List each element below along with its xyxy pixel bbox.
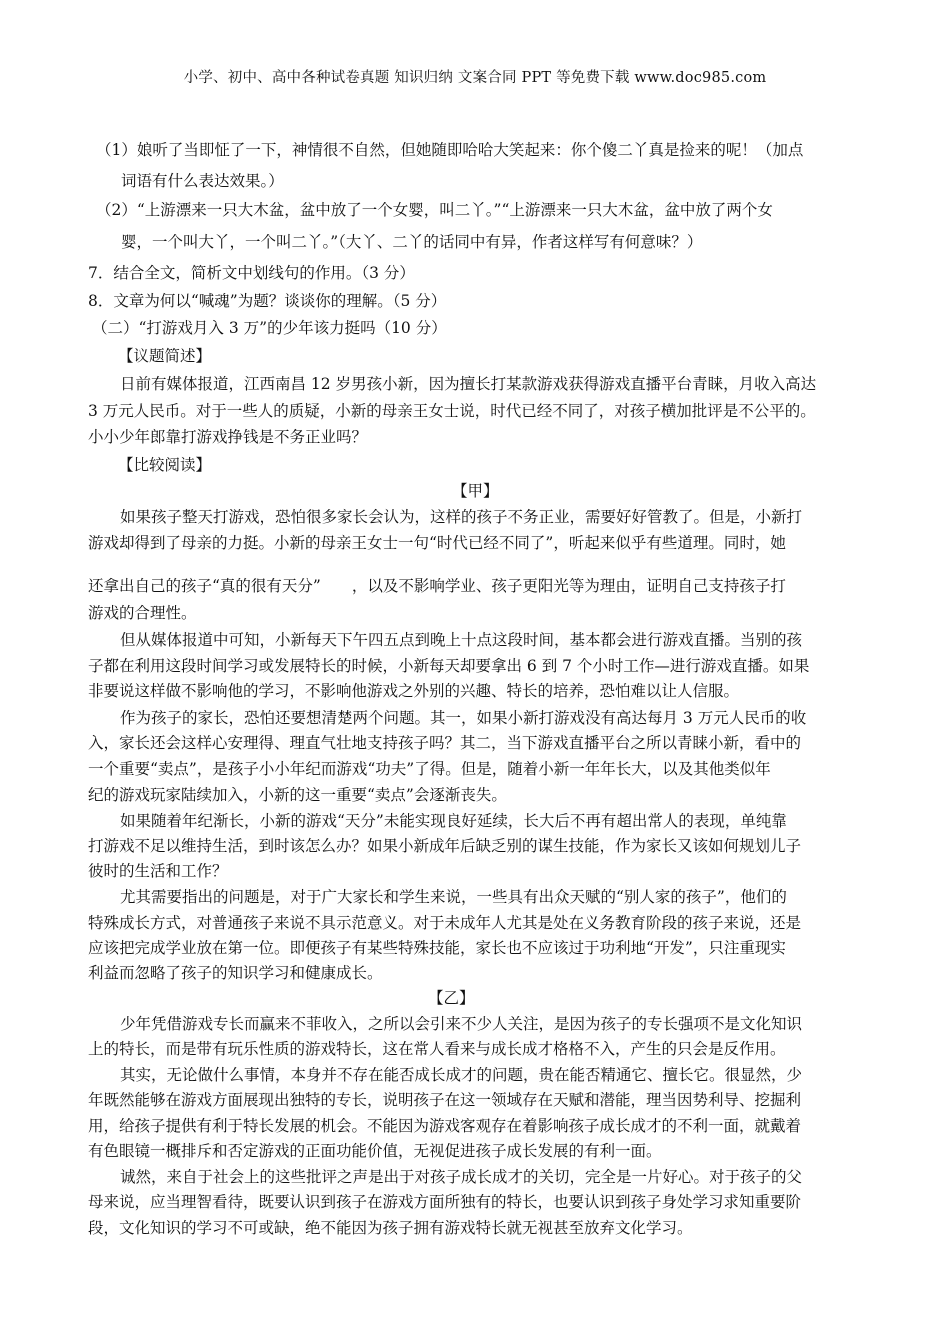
intro-line: 小小少年郎靠打游戏挣钱是不务正业吗？: [88, 428, 368, 446]
yi-line: 母来说，应当理智看待，既要认识到孩子在游戏方面所独有的特长，也要认识到孩子身处学习求知重要阶: [88, 1193, 802, 1211]
jia-line: 如果孩子整天打游戏，恐怕很多家长会认为，这样的孩子不务正业，需要好好管教了。但是，小新打: [120, 508, 803, 526]
q6-part2-line2: 婴，一个叫大丫，一个叫二丫。”（大丫、二丫的话同中有异，作者这样写有何意味？）: [121, 233, 703, 251]
jia-line: 特殊成长方式，对普通孩子来说不具示范意义。对于未成年人尤其是处在义务教育阶段的孩子来说，还是: [88, 914, 802, 932]
jia-line: 彼时的生活和工作？: [88, 862, 228, 880]
yi-line: 用，给孩子提供有利于特长发展的机会。不能因为游戏客观存在着影响孩子成长成才的不利一面，就戴着: [88, 1117, 802, 1135]
jia-line: 打游戏不足以维持生活，到时该怎么办？如果小新成年后缺乏别的谋生技能，作为家长又该如何规划儿子: [88, 837, 802, 855]
jia-line: 子都在利用这段时间学习或发展特长的时候，小新每天却要拿出 6 到 7 个小时工作—进行游戏直播。如果: [88, 657, 810, 675]
jia-line: 应该把完成学业放在第一位。即便孩子有某些特殊技能，家长也不应该过于功利地“开发”，只注重现实: [88, 939, 786, 957]
yi-line: 诚然，来自于社会上的这些批评之声是出于对孩子成长成才的关切，完全是一片好心。对于孩子的父: [120, 1168, 803, 1186]
yi-line: 段，文化知识的学习不可或缺，绝不能因为孩子拥有游戏特长就无视甚至放弃文化学习。: [88, 1219, 693, 1237]
q6-part1-line2: 词语有什么表达效果。）: [121, 172, 284, 190]
q6-part1-line1: （1）娘听了当即怔了一下，神情很不自然，但她随即哈哈大笑起来：你个傻二丫真是捡来的呢！（加点: [96, 141, 804, 159]
yi-line: 其实，无论做什么事情，本身并不存在能否成长成才的问题，贵在能否精通它、擅长它。很显然，少: [120, 1066, 803, 1084]
jia-line: 纪的游戏玩家陆续加入，小新的这一重要“卖点”会逐渐丧失。: [88, 786, 507, 804]
jia-line: 入，家长还会这样心安理得、理直气壮地支持孩子吗？其二，当下游戏直播平台之所以青睐小新，看中的: [88, 734, 802, 752]
jia-line: 作为孩子的家长，恐怕还要想清楚两个问题。其一，如果小新打游戏没有高达每月 3 万元人民币的收: [120, 709, 807, 727]
yi-line: 上的特长，而是带有玩乐性质的游戏特长，这在常人看来与成长成才格格不入，产生的只会是反作用。: [88, 1040, 786, 1058]
question-8: 8．文章为何以“喊魂”为题？谈谈你的理解。（5 分）: [88, 292, 447, 310]
compare-label: 【比较阅读】: [118, 456, 212, 474]
jia-line: 尤其需要指出的问题是，对于广大家长和学生来说，一些具有出众天赋的“别人家的孩子”，他们的: [120, 888, 787, 906]
question-7: 7．结合全文，简析文中划线句的作用。（3 分）: [88, 264, 415, 282]
jia-label: 【甲】: [452, 482, 499, 500]
jia-line: 还拿出自己的孩子“真的很有天分” ，以及不影响学业、孩子更阳光等为理由，证明自己支持孩子打: [88, 577, 786, 595]
yi-line: 年既然能够在游戏方面展现出独特的专长，说明孩子在这一领域存在天赋和潜能，理当因势利导、挖掘利: [88, 1091, 802, 1109]
jia-line: 游戏的合理性。: [88, 604, 197, 622]
jia-line: 一个重要“卖点”，是孩子小小年纪而游戏“功夫”了得。但是，随着小新一年年长大，以及其他类似年: [88, 760, 771, 778]
yi-label: 【乙】: [428, 989, 475, 1007]
jia-line: 利益而忽略了孩子的知识学习和健康成长。: [88, 964, 383, 982]
page-header: 小学、初中、高中各种试卷真题 知识归纳 文案合同 PPT 等免费下载 www.doc985.com: [183, 70, 767, 86]
intro-line: 日前有媒体报道，江西南昌 12 岁男孩小新，因为擅长打某款游戏获得游戏直播平台青睐，月收入高达: [120, 375, 817, 393]
jia-line: 但从媒体报道中可知，小新每天下午四五点到晚上十点这段时间，基本都会进行游戏直播。当别的孩: [120, 631, 803, 649]
jia-line: 非要说这样做不影响他的学习，不影响他游戏之外别的兴趣、特长的培养，恐怕难以让人信服。: [88, 682, 740, 700]
intro-label: 【议题简述】: [118, 347, 212, 365]
section-2-title: （二）“打游戏月入 3 万”的少年该力挺吗（10 分）: [92, 319, 447, 337]
q6-part2-line1: （2）“上游漂来一只大木盆，盆中放了一个女婴，叫二丫。”“上游漂来一只大木盆，盆中放了两个女: [96, 201, 773, 219]
jia-line: 游戏却得到了母亲的力挺。小新的母亲王女士一句“时代已经不同了”，听起来似乎有些道理。同时，她: [88, 534, 786, 552]
yi-line: 少年凭借游戏专长而赢来不菲收入，之所以会引来不少人关注，是因为孩子的专长强项不是文化知识: [120, 1015, 803, 1033]
intro-line: 3 万元人民币。对于一些人的质疑，小新的母亲王女士说，时代已经不同了，对孩子横加批评是不公平的。: [88, 402, 816, 420]
yi-line: 有色眼镜一概排斥和否定游戏的正面功能价值，无视促进孩子成长发展的有利一面。: [88, 1142, 662, 1160]
jia-line: 如果随着年纪渐长，小新的游戏“天分”未能实现良好延续，长大后不再有超出常人的表现，单纯靠: [120, 812, 787, 830]
